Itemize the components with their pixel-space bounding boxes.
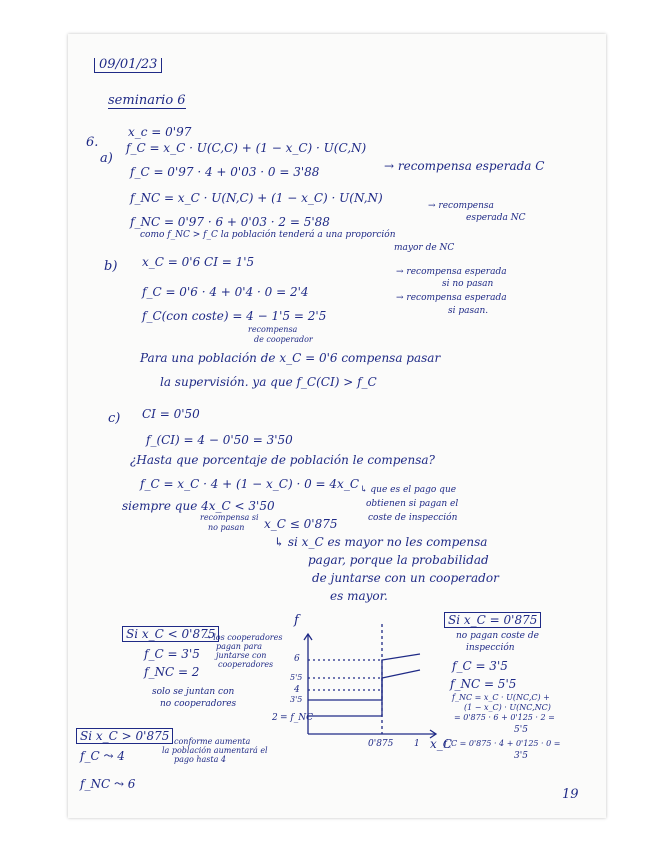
part-c-conc-4: es mayor. <box>330 589 388 603</box>
case1-fnc: f_NC = 2 <box>144 665 200 679</box>
graph-y-label: f <box>294 613 299 628</box>
part-b-label: b) <box>104 259 118 274</box>
part-c-right-3: coste de inspección <box>368 513 458 523</box>
part-c-conc-2: pagar, porque la probabilidad <box>308 553 489 567</box>
part-b-fcc-calc: f_C(con coste) = 4 − 1'5 = 2'5 <box>142 309 327 323</box>
part-a-fnc-note-1: → recompensa <box>428 201 494 211</box>
case2-fc: f_C ⤳ 4 <box>80 749 125 763</box>
case1-fnc-note-2: no cooperadores <box>160 699 237 709</box>
case1-fc-note-1: → los cooperadores <box>204 633 283 642</box>
part-b-conclusion-2: la supervisión. ya que f_C(CI) > f_C <box>160 375 377 389</box>
case3-fnc-formula-1: f_NC = x_C · U(NC,C) + <box>452 693 550 702</box>
part-c-label: c) <box>108 411 121 426</box>
case3-fc-result: 3'5 <box>514 751 528 761</box>
part-c-always: siempre que 4x_C < 3'50 <box>122 499 275 513</box>
part-c-sub-1: recompensa si <box>200 513 259 522</box>
part-a-fnc-note-2: esperada NC <box>466 213 526 223</box>
part-b-fcc-note-1: → recompensa esperada <box>396 293 507 303</box>
part-c-fci-calc: f_(CI) = 4 − 0'50 = 3'50 <box>146 433 293 447</box>
page-title: seminario 6 <box>108 93 186 108</box>
part-a-fnc-formula: f_NC = x_C · U(N,C) + (1 − x_C) · U(N,N) <box>130 191 383 205</box>
case2-fc-note-3: pago hasta 4 <box>174 755 227 764</box>
case3-fc: f_C = 3'5 <box>452 659 508 673</box>
case3-note-2: inspección <box>466 643 515 653</box>
case2-fnc: f_NC ⤳ 6 <box>80 777 136 791</box>
part-b-conclusion-1: Para una población de x_C = 0'6 compensa pasar <box>140 351 441 365</box>
xc-given: x_c = 0'97 <box>128 125 192 139</box>
part-b-recomp-2: de cooperador <box>254 335 313 344</box>
case3-fnc: f_NC = 5'5 <box>450 677 517 691</box>
part-b-fcc-note-2: si pasan. <box>448 306 489 316</box>
graph-fnc-line <box>308 654 420 716</box>
part-a-conclusion-1: como f_NC > f_C la población tenderá a una proporción <box>140 230 396 240</box>
part-c-conc-3: de juntarse con un cooperador <box>312 571 499 585</box>
case-below-threshold: Si x_C < 0'875 <box>122 626 219 642</box>
notebook-page <box>68 34 606 818</box>
part-c-question: ¿Hasta que porcentaje de población le compensa? <box>130 453 435 467</box>
graph-fc-line <box>308 670 420 700</box>
part-c-right-1: ↳ que es el pago que <box>360 485 457 495</box>
part-c-eq: f_C = x_C · 4 + (1 − x_C) · 0 = 4x_C <box>140 477 359 491</box>
case1-fc-note-2: pagan para <box>216 642 262 651</box>
graph-ytick-3-5: 3'5 <box>290 695 303 704</box>
case1-fc: f_C = 3'5 <box>144 647 200 661</box>
graph-ytick-5-5: 5'5 <box>290 673 303 682</box>
case3-fc-formula: f_C = 0'875 · 4 + 0'125 · 0 = <box>444 739 561 748</box>
part-a-fc-note: → recompensa esperada C <box>384 159 545 173</box>
case2-fc-note-2: la población aumentará el <box>162 746 268 755</box>
date: 09/01/23 <box>94 58 162 73</box>
part-b-fc-note-1: → recompensa esperada <box>396 267 507 277</box>
part-b-fc-note-2: si no pasan <box>442 279 494 289</box>
part-a-fnc-calc: f_NC = 0'97 · 6 + 0'03 · 2 = 5'88 <box>130 215 330 229</box>
part-b-params: x_C = 0'6 CI = 1'5 <box>142 255 255 269</box>
graph-ytick-6: 6 <box>294 654 300 664</box>
case3-fnc-result: 5'5 <box>514 725 528 735</box>
graph-ytick-2: 2 <box>272 713 278 723</box>
part-c-right-2: obtienen si pagan el <box>366 499 459 509</box>
case1-fc-note-4: cooperadores <box>218 660 274 669</box>
part-c-sub-2: no pasan <box>208 523 245 532</box>
part-c-ci: CI = 0'50 <box>142 407 200 421</box>
case1-fc-note-3: juntarse con <box>216 651 267 660</box>
part-a-conclusion-2: mayor de NC <box>394 243 455 253</box>
graph-xtick-1: 1 <box>414 739 420 749</box>
case1-fnc-note-1: solo se juntan con <box>152 687 235 697</box>
exercise-number: 6. <box>86 135 99 150</box>
graph-x-label: x_C <box>430 737 452 751</box>
case-at-threshold: Si x_C = 0'875 <box>444 612 541 628</box>
part-a-fc-calc: f_C = 0'97 · 4 + 0'03 · 0 = 3'88 <box>130 165 320 179</box>
case-above-threshold: Si x_C > 0'875 <box>76 728 173 744</box>
graph-xtick-0875: 0'875 <box>368 739 394 749</box>
part-b-fc-calc: f_C = 0'6 · 4 + 0'4 · 0 = 2'4 <box>142 285 309 299</box>
graph-fnc-tick: = f_NC <box>280 713 313 723</box>
graph-ytick-4: 4 <box>294 685 300 695</box>
case2-fc-note-1: conforme aumenta <box>174 737 251 746</box>
part-c-xc-le: x_C ≤ 0'875 <box>264 517 338 531</box>
part-a-fc-formula: f_C = x_C · U(C,C) + (1 − x_C) · U(C,N) <box>126 141 367 155</box>
part-b-recomp-1: recompensa <box>248 325 298 334</box>
part-a-label: a) <box>100 151 113 166</box>
case3-note-1: no pagan coste de <box>456 631 539 641</box>
case3-fnc-formula-2: (1 − x_C) · U(NC,NC) <box>464 703 551 712</box>
page-number: 19 <box>562 787 579 802</box>
part-c-conc-1: ↳ si x_C es mayor no les compensa <box>274 535 488 549</box>
case3-fnc-formula-3: = 0'875 · 6 + 0'125 · 2 = <box>454 713 555 722</box>
